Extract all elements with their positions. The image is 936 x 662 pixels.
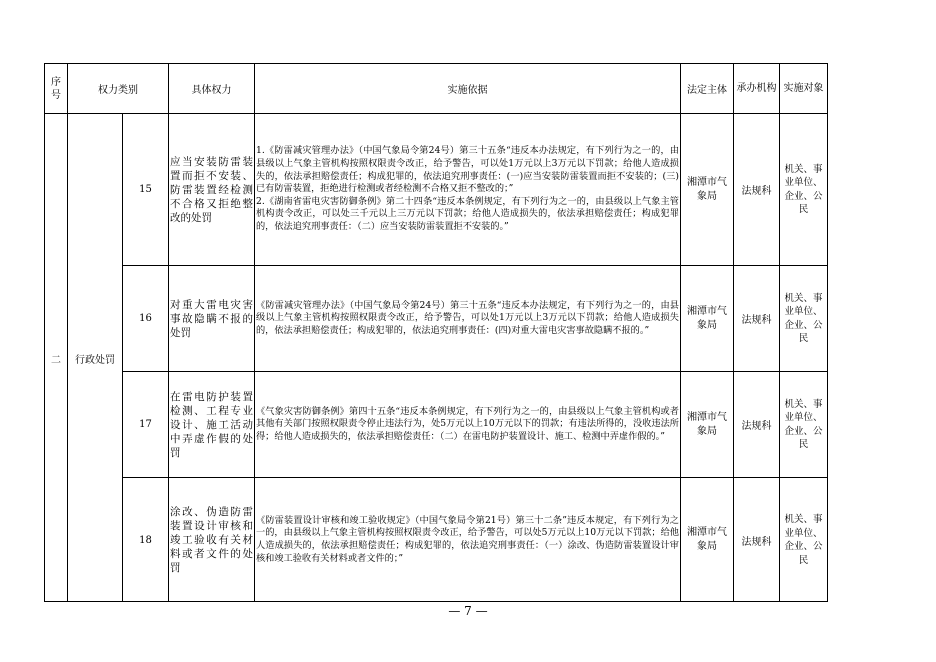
row-power: 应当安装防雷装置而拒不安装、防雷装置经检测不合格又拒绝整改的处罚 bbox=[170, 155, 253, 224]
header-target bbox=[780, 64, 827, 113]
row-subject: 湘潭市气象局 bbox=[687, 527, 727, 552]
row-target: 机关、事业单位、企业、公民 bbox=[784, 398, 823, 450]
page-number: — 7 — bbox=[448, 604, 488, 618]
row-target: 机关、事业单位、企业、公民 bbox=[784, 163, 823, 215]
row-subject: 湘潭市气象局 bbox=[687, 305, 727, 331]
row-subject: 湘潭市气象局 bbox=[687, 411, 727, 437]
row-basis: 《防雷装置设计审核和竣工验收规定》（中国气象局令第21号）第三十二条”违反本规定，有下列行为之一的，由县级以上气象主管机构按照权限责令改正，给予警告，可以处5万元以上10万元以下罚款；给他人造成损失的，依法承担赔偿责任；构成犯罪的，依法追究刑事责任：（一）涂改、伪造防雷装置设计审核和竣工验收有关材料或者文件的；” bbox=[256, 514, 679, 564]
row-power: 对重大雷电灾害事故隐瞒不报的处罚 bbox=[170, 298, 253, 339]
row-target: 机关、事业单位、企业、公民 bbox=[784, 292, 823, 344]
row-basis: 1.《防雷减灾管理办法》（中国气象局令第24号）第三十五条“违反本办法规定，有下列行为之一的，由县级以上气象主管机构按照权限责令改正，给予警告，可以处1万元以上3万元以下罚款；给他人造成损失的，依法承担赔偿责任；构成犯罪的，依法追究刑事责任：(一)应当安装防雷装置而拒不安装的；(三)已有防雷装置，拒绝进行检测或者经检测不合格又拒不整改的；” 2.《湖南省雷电灾害防御条例》第二十四条“违反本条例规定，有下列行为之一的，由县级以上气象主管机构责令改正，可以处三千元以上三万元以下罚款；给他人造成损失的，依法承担赔偿责任；构成犯罪的，依法追究刑事责任：（二）应当安装防雷装置拒不安装的。” bbox=[256, 145, 679, 232]
header-legal-subject: 法定主体 bbox=[687, 85, 727, 96]
group-category: 行政处罚 bbox=[75, 354, 115, 366]
header-target-text: 实施对象 bbox=[783, 83, 824, 94]
row-number: 17 bbox=[139, 419, 152, 430]
row-org: 法规科 bbox=[741, 421, 772, 432]
row-org: 法规科 bbox=[741, 536, 772, 548]
row-number: 15 bbox=[139, 184, 152, 195]
header-power-category: 权力类别 bbox=[98, 85, 138, 96]
header-seq bbox=[45, 64, 67, 113]
header-specific-power: 具体权力 bbox=[191, 85, 232, 96]
row-power: 在雷电防护装置检测、工程专业设计、施工活动中弄虚作假的处罚 bbox=[170, 390, 253, 459]
row-number: 16 bbox=[139, 313, 152, 324]
header-seq-text: 序号 bbox=[51, 76, 61, 101]
row-org: 法规科 bbox=[741, 186, 772, 197]
header-handling-org-text: 承办机构 bbox=[736, 83, 777, 94]
header-basis: 实施依据 bbox=[447, 85, 488, 96]
row-subject: 湘潭市气象局 bbox=[687, 176, 727, 202]
row-number: 18 bbox=[139, 534, 152, 546]
row-org: 法规科 bbox=[741, 315, 772, 326]
header-handling-org bbox=[734, 64, 779, 113]
row-power: 涂改、伪造防雷装置设计审核和竣工验收有关材料或者文件的处罚 bbox=[170, 506, 253, 574]
row-target: 机关、事业单位、企业、公民 bbox=[784, 514, 823, 566]
row-basis: 《气象灾害防御条例》第四十五条“违反本条例规定，有下列行为之一的，由县级以上气象主管机构或者其他有关部门按照权限责令停止违法行为，处5万元以上10万元以下的罚款；有违法所得的，没收违法所得；给他人造成损失的，依法承担赔偿责任：（二）在雷电防护装置设计、施工、检测中弄虚作假的。” bbox=[256, 405, 679, 442]
row-basis: 《防雷减灾管理办法》（中国气象局令第24号）第三十五条“违反本办法规定，有下列行为之一的，由县级以上气象主管机构按照权限责令改正，给予警告，可以处1万元以上3万元以下罚款；给他人造成损失的，依法承担赔偿责任；构成犯罪的，依法追究刑事责任：(四)对重大雷电灾害事故隐瞒不报的。” bbox=[256, 299, 679, 336]
group-seq: 二 bbox=[51, 354, 61, 366]
